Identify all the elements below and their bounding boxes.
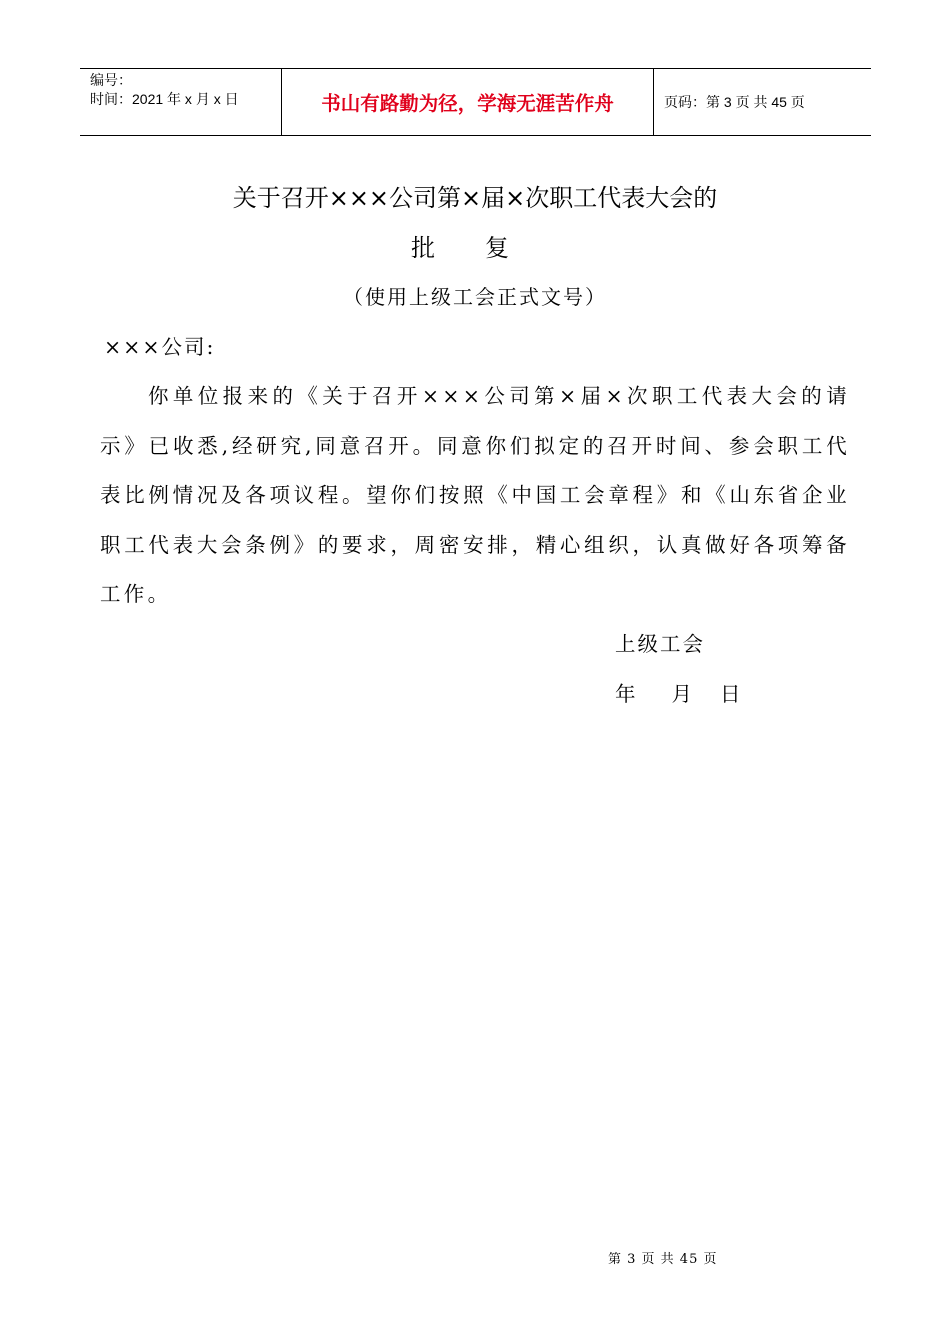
date-year: 年 [615, 682, 638, 706]
header-motto: 书山有路勤为径，学海无涯苦作舟 [321, 92, 614, 115]
signature: 上级工会 [615, 632, 705, 656]
document-title: 关于召开×××公司第×届×次职工代表大会的 [232, 184, 718, 212]
document-header [80, 68, 871, 136]
addressee: ×××公司: [104, 335, 216, 359]
date-month: 月 [671, 682, 694, 706]
header-page-cell [654, 69, 871, 135]
header-motto-cell [282, 69, 654, 135]
document-title-reply: 批复 [411, 234, 559, 262]
page-footer: 第 3 页 共 45 页 [608, 1252, 718, 1267]
document-subtitle: （使用上级工会正式文号） [343, 285, 607, 309]
body-paragraph: 你单位报来的《关于召开×××公司第×届×次职工代表大会的请示》已收悉,经研究,同意召开。同意你们拟定的召开时间、参会职工代表比例情况及各项议程。望你们按照《中国工会章程》和《山东省企业职工代表大会条例》的要求，周密安排，精心组织，认真做好各项筹备工作。 [100, 384, 850, 606]
header-meta-cell [80, 69, 282, 135]
signature-date [615, 677, 743, 707]
document-time-label: 时间：2021 年 x 月 x 日 [90, 91, 239, 107]
header-page-info: 页码：第 3 页 共 45 页 [664, 94, 805, 110]
document-number-label: 编号： [90, 72, 132, 88]
date-day: 日 [720, 682, 743, 706]
